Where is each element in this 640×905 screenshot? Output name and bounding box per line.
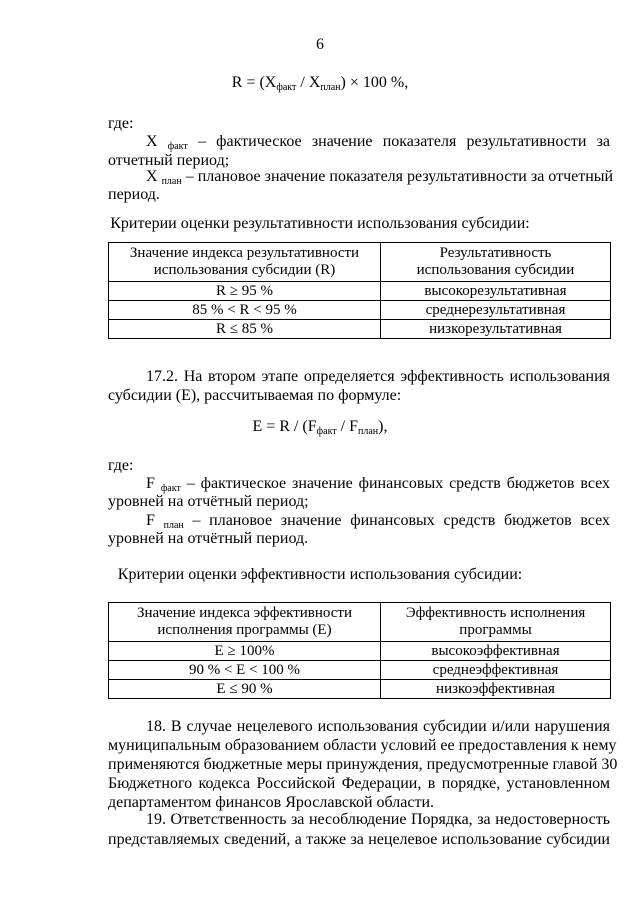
result-criteria-table [108, 242, 611, 339]
paragraph-19-line1: 19. Ответственность за несоблюдение Порядка, за недостоверность [146, 811, 610, 828]
table-header-row [109, 603, 611, 642]
table-row [109, 642, 611, 661]
result-cell: высокорезультативная [381, 282, 611, 301]
paragraph-18-line5: департаментом финансов Ярославской области. [108, 794, 435, 811]
ffact-definition-line1: F $_{факт}$ – фактическое значение финансовых средств бюджетов всех [146, 475, 611, 494]
header-result-cell: Эффективность исполнения программы [381, 603, 611, 642]
paragraph-17-2-line1: 17.2. На втором этапе определяется эффективность использования [146, 368, 610, 385]
table-row [109, 301, 611, 320]
result-cell: среднеэффективная [381, 661, 611, 680]
xplan-definition-line1: X $_{план}$ – плановое значение показателя результативности за отчетный [146, 168, 614, 187]
result-cell: низкорезультативная [381, 320, 611, 339]
condition-cell: Е ≤ 90 % [109, 680, 381, 699]
fplan-definition-line2: уровней на отчётный период. [108, 530, 309, 547]
condition-cell: 90 % < Е < 100 % [109, 661, 381, 680]
paragraph-19-line2: представляемых сведений, а также за нецелевое использование субсидии [108, 831, 610, 848]
table2-caption: Критерии оценки эффективности использования субсидии: [117, 566, 523, 583]
paragraph-18-line2: муниципальным образованием области условий ее предоставления к нему [108, 737, 617, 754]
condition-cell: R ≥ 95 % [109, 282, 381, 301]
table-row [109, 680, 611, 699]
table-row [109, 661, 611, 680]
formula-efficiency-index: $Е = R / (F_{факт} / F_{план})$, [252, 418, 388, 437]
table-row [109, 320, 611, 339]
result-cell: высокоэффективная [381, 642, 611, 661]
formula-result-index: $R = (X_{факт} / X_{план}) \times 100$ %, [231, 74, 409, 93]
page-number: 6 [316, 36, 324, 53]
header-result-cell: Результативность использования субсидии [381, 243, 611, 282]
result-cell: среднерезультативная [381, 301, 611, 320]
table-row [109, 282, 611, 301]
condition-cell: Е ≥ 100% [109, 642, 381, 661]
paragraph-18-line1: 18. В случае нецелевого использования субсидии и/или нарушения [146, 718, 610, 735]
table1-caption: Критерии оценки результативности использования субсидии: [110, 215, 530, 232]
result-cell: низкоэффективная [381, 680, 611, 699]
xfact-definition-line2: отчетный период; [108, 152, 230, 169]
paragraph-18-line3: применяются бюджетные меры принуждения, предусмотренные главой 30 [108, 756, 618, 773]
condition-cell: 85 % < R < 95 % [109, 301, 381, 320]
fplan-definition-line1: F $_{план}$ – плановое значение финансовых средств бюджетов всех [146, 512, 610, 531]
header-index-cell: Значение индекса результативности использования субсидии (R) [109, 243, 381, 282]
where-label: где: [108, 115, 134, 132]
condition-cell: R ≤ 85 % [109, 320, 381, 339]
table-header-row [109, 243, 611, 282]
xplan-definition-line2: период. [108, 186, 160, 203]
paragraph-18-line4: Бюджетного кодекса Российской Федерации, в порядке, установленном [108, 775, 610, 792]
header-index-cell: Значение индекса эффективности исполнения программы (Е) [109, 603, 381, 642]
ffact-definition-line2: уровней на отчётный период; [108, 493, 309, 510]
efficiency-criteria-table [108, 602, 611, 699]
xfact-definition-line1: X $_{факт}$ – фактическое значение показателя результативности за [146, 133, 611, 152]
where-label-2: где: [108, 457, 134, 474]
paragraph-17-2-line2: субсидии (Е), рассчитываемая по формуле: [108, 387, 402, 404]
